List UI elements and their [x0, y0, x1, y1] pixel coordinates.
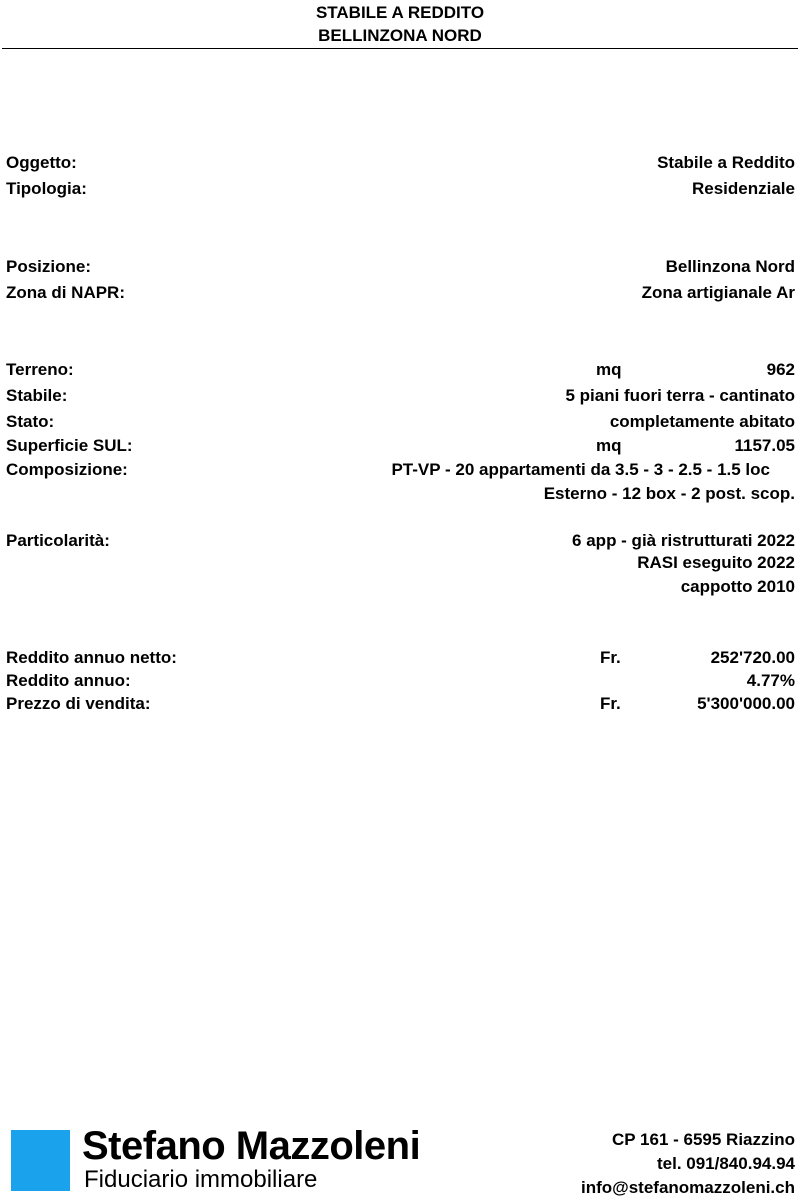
value-reddito-netto: 252'720.00	[710, 648, 795, 667]
row-composizione	[0, 458, 800, 482]
row-particolarita-cont2	[0, 575, 800, 599]
value-oggetto: Stabile a Reddito	[657, 153, 795, 172]
row-particolarita-cont	[0, 551, 800, 575]
unit-reddito-netto: Fr.	[600, 648, 621, 667]
label-stato: Stato:	[6, 412, 55, 431]
label-terreno: Terreno:	[6, 360, 74, 379]
unit-prezzo: Fr.	[600, 694, 621, 713]
value-composizione: PT-VP - 20 appartamenti da 3.5 - 3 - 2.5 - 1.5 loc	[391, 460, 770, 479]
label-prezzo: Prezzo di vendita:	[6, 694, 151, 713]
row-oggetto	[0, 151, 800, 175]
value-prezzo: 5'300'000.00	[697, 694, 795, 713]
company-logo-icon	[11, 1130, 70, 1191]
row-composizione-cont	[0, 482, 800, 506]
value-tipologia: Residenziale	[692, 179, 795, 198]
unit-superficie: mq	[596, 436, 622, 455]
label-superficie: Superficie SUL:	[6, 436, 133, 455]
value-particolarita-2: RASI eseguito 2022	[637, 553, 795, 572]
row-reddito-netto	[0, 646, 800, 670]
label-zona: Zona di NAPR:	[6, 283, 125, 302]
value-zona: Zona artigianale Ar	[641, 283, 795, 302]
label-tipologia: Tipologia:	[6, 179, 87, 198]
row-reddito-annuo	[0, 669, 800, 693]
label-composizione: Composizione:	[6, 460, 128, 479]
document-title: STABILE A REDDITO	[315, 3, 485, 22]
row-prezzo	[0, 692, 800, 716]
label-reddito-annuo: Reddito annuo:	[6, 671, 131, 690]
contact-email: info@stefanomazzoleni.ch	[581, 1178, 795, 1197]
row-stato	[0, 410, 800, 434]
contact-phone: tel. 091/840.94.94	[656, 1154, 795, 1173]
value-superficie: 1157.05	[734, 436, 795, 455]
value-particolarita-3: cappotto 2010	[680, 577, 795, 596]
contact-address: CP 161 - 6595 Riazzino	[612, 1130, 795, 1149]
company-name: Stefano Mazzoleni	[82, 1124, 421, 1168]
value-stato: completamente abitato	[609, 412, 795, 431]
value-reddito-annuo: 4.77%	[746, 671, 795, 690]
label-reddito-netto: Reddito annuo netto:	[6, 648, 177, 667]
value-particolarita: 6 app - già ristrutturati 2022	[572, 531, 795, 550]
label-posizione: Posizione:	[6, 257, 92, 276]
row-stabile	[0, 384, 800, 408]
row-superficie	[0, 434, 800, 458]
unit-terreno: mq	[596, 360, 622, 379]
label-particolarita: Particolarità:	[6, 531, 110, 550]
value-composizione-2: Esterno - 12 box - 2 post. scop.	[543, 484, 795, 503]
value-stabile: 5 piani fuori terra - cantinato	[565, 386, 795, 405]
company-subtitle: Fiduciario immobiliare	[84, 1166, 318, 1193]
label-oggetto: Oggetto:	[6, 153, 77, 172]
label-stabile: Stabile:	[6, 386, 68, 405]
value-posizione: Bellinzona Nord	[665, 257, 795, 276]
value-terreno: 962	[766, 360, 795, 379]
header-divider	[2, 48, 798, 49]
row-tipologia	[0, 177, 800, 201]
row-particolarita	[0, 529, 800, 553]
row-zona	[0, 281, 800, 305]
row-posizione	[0, 255, 800, 279]
row-terreno	[0, 358, 800, 382]
document-subtitle: BELLINZONA NORD	[318, 26, 482, 45]
